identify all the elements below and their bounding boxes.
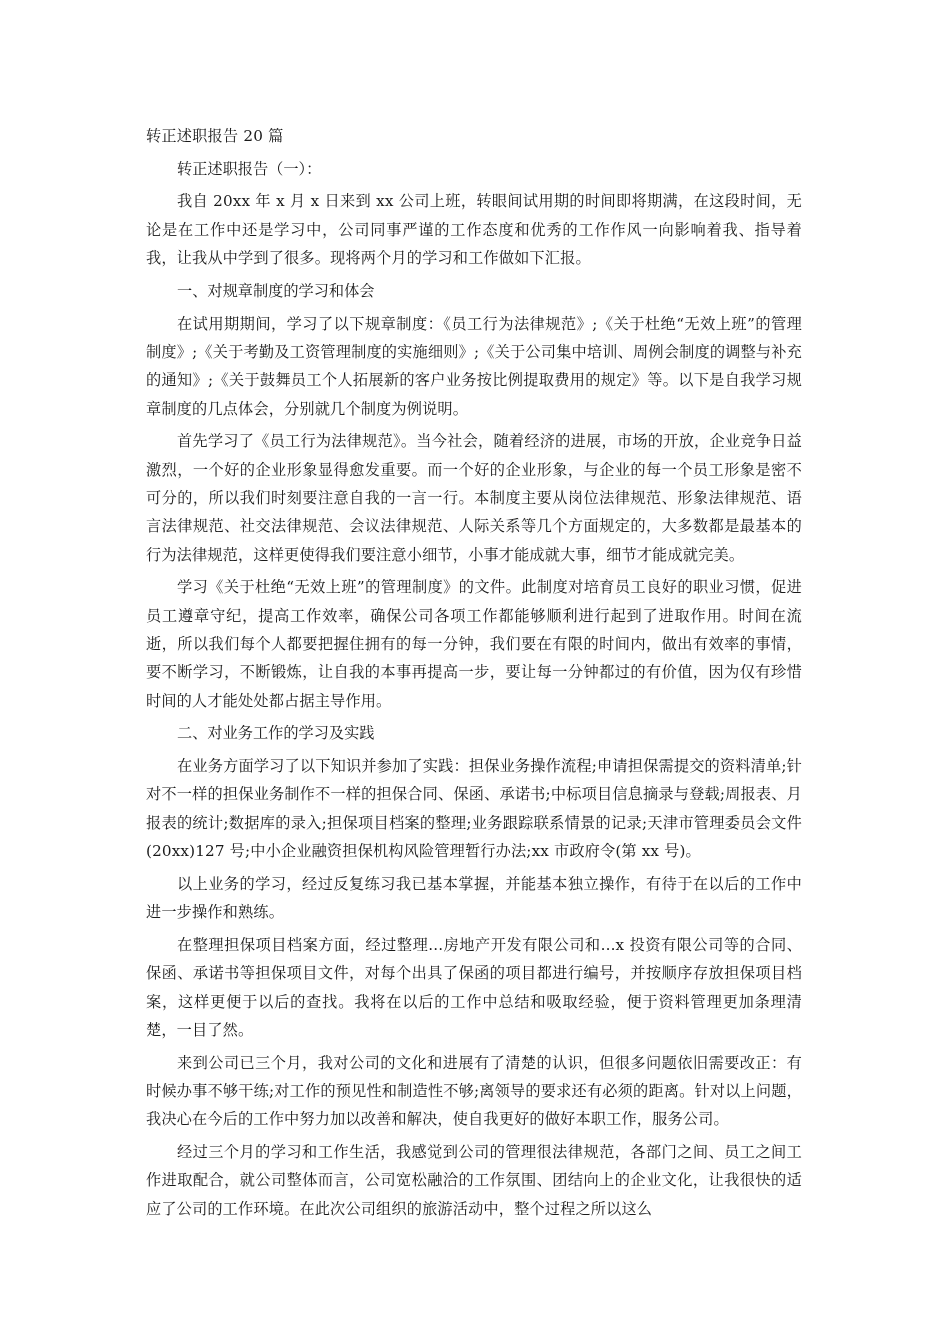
section-heading: 转正述职报告（一）： bbox=[177, 159, 322, 178]
document-title: 转正述职报告 20 篇 bbox=[146, 127, 284, 145]
section-heading: 二、对业务工作的学习及实践 bbox=[177, 724, 375, 743]
paragraph: 首先学习了《员工行为法律规范》。当今社会，随着经济的进展，市场的开放，企业竞争日益激烈，一个好的企业形象显得愈发重要。而一个好的企业形象，与企业的每一个员工形象是密不可分的，所以我们时刻要注意自我的一言一行。本制度主要从岗位法律规范、形象法律规范、语言法律规范、社交法律规范、会议法律规范、人际关系等几个方面规定的，大多数都是最基本的行为法律规范，这样更使得我们要注意小细节，小事才能成就大事，细节才能成就完美。 bbox=[146, 432, 802, 564]
paragraph: 在试用期期间，学习了以下规章制度：《员工行为法律规范》;《关于杜绝“无效上班”的管理制度》;《关于考勤及工资管理制度的实施细则》;《关于公司集中培训、周例会制度的调整与补充的通知》;《关于鼓舞员工个人拓展新的客户业务按比例提取费用的规定》等。以下是自我学习规章制度的几点体会，分别就几个制度为例说明。 bbox=[146, 314, 802, 418]
document-page bbox=[146, 122, 802, 1227]
paragraph: 以上业务的学习，经过反复练习我已基本掌握，并能基本独立操作，有待于在以后的工作中进一步操作和熟练。 bbox=[146, 874, 802, 922]
paragraph: 学习《关于杜绝“无效上班”的管理制度》的文件。此制度对培育员工良好的职业习惯，促进员工遵章守纪，提高工作效率，确保公司各项工作都能够顺利进行起到了进取作用。时间在流逝，所以我们每个人都要把握住拥有的每一分钟，我们要在有限的时间内，做出有效率的事情，要不断学习，不断锻炼，让自我的本事再提高一步，要让每一分钟都过的有价值，因为仅有珍惜时间的人才能处处都占据主导作用。 bbox=[146, 578, 802, 710]
section-heading: 一、对规章制度的学习和体会 bbox=[177, 281, 375, 300]
paragraph: 在整理担保项目档案方面，经过整理...房地产开发有限公司和...x 投资有限公司等的合同、保函、承诺书等担保项目文件，对每个出具了保函的项目都进行编号，并按顺序存放担保项目档案，这样更便于以后的查找。我将在以后的工作中总结和吸取经验，便于资料管理更加条理清楚，一目了然。 bbox=[146, 935, 802, 1039]
paragraph: 在业务方面学习了以下知识并参加了实践：担保业务操作流程;申请担保需提交的资料清单;针对不一样的担保业务制作不一样的担保合同、保函、承诺书;中标项目信息摘录与登载;周报表、月报表的统计;数据库的录入;担保项目档案的整理;业务跟踪联系情景的记录;天津市管理委员会文件(20xx)127 号;中小企业融资担保机构风险管理暂行办法;xx 市政府令(第 xx 号)。 bbox=[146, 757, 802, 861]
paragraph: 来到公司已三个月，我对公司的文化和进展有了清楚的认识，但很多问题依旧需要改正：有时候办事不够干练;对工作的预见性和制造性不够;离领导的要求还有必须的距离。针对以上问题，我决心在今后的工作中努力加以改善和解决，使自我更好的做好本职工作，服务公司。 bbox=[146, 1053, 802, 1129]
paragraph: 经过三个月的学习和工作生活，我感觉到公司的管理很法律规范，各部门之间、员工之间工作进取配合，就公司整体而言，公司宽松融洽的工作氛围、团结向上的企业文化，让我很快的适应了公司的工作环境。在此次公司组织的旅游活动中，整个过程之所以这么 bbox=[146, 1142, 802, 1218]
paragraph: 我自 20xx 年 x 月 x 日来到 xx 公司上班，转眼间试用期的时间即将期满，在这段时间，无论是在工作中还是学习中，公司同事严谨的工作态度和优秀的工作作风一向影响着我、指导着我，让我从中学到了很多。现将两个月的学习和工作做如下汇报。 bbox=[146, 192, 802, 268]
